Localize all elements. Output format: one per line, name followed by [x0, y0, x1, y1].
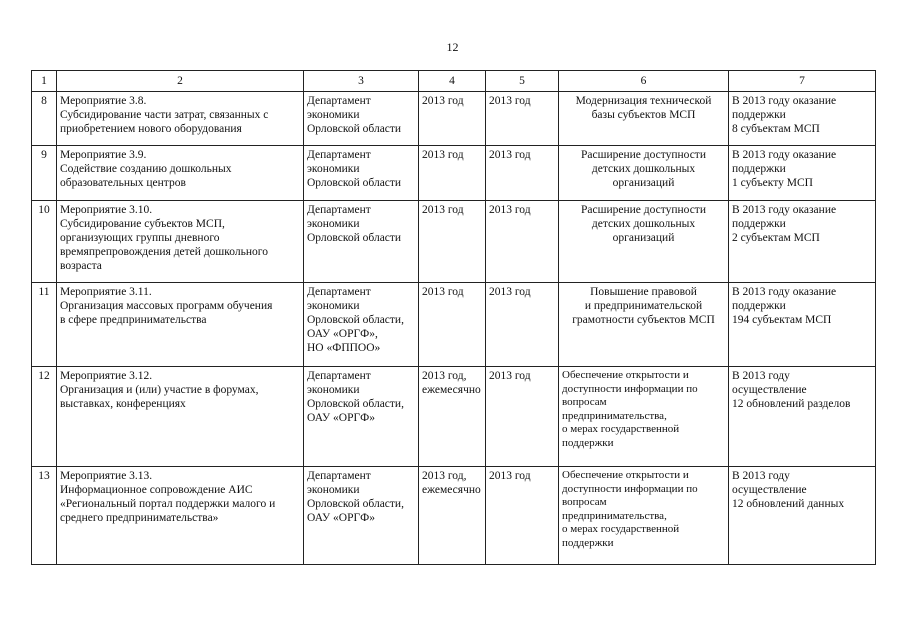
executor-line: экономики	[307, 163, 360, 175]
result-line: грамотности субъектов МСП	[572, 314, 715, 326]
result-cell	[559, 201, 729, 283]
executor-cell	[304, 146, 419, 201]
result-cell	[559, 283, 729, 367]
outcome-line: поддержки	[732, 109, 786, 121]
row-number: 13	[32, 467, 57, 565]
table-row	[32, 283, 876, 367]
result-line: вопросам	[562, 496, 607, 508]
measure-line: «Региональный портал поддержки малого и	[60, 498, 276, 510]
executor-line: Орловской области	[307, 177, 402, 189]
measure-line: Информационное сопровождение АИС	[60, 484, 253, 496]
outcome-line: поддержки	[732, 218, 786, 230]
result-line: детских дошкольных	[591, 163, 696, 175]
measure-line: Организация и (или) участие в форумах,	[60, 384, 259, 396]
end-line: 2013 год	[489, 470, 531, 482]
executor-line: Департамент	[307, 149, 371, 161]
outcome-cell	[729, 201, 876, 283]
result-line: Модернизация технической	[575, 95, 712, 107]
table-row	[32, 467, 876, 565]
table-row	[32, 92, 876, 146]
outcome-line: В 2013 году оказание	[732, 204, 837, 216]
outcome-cell	[729, 367, 876, 467]
executor-line: ОАУ «ОРГФ»	[307, 412, 375, 424]
measure-line: Содействие созданию дошкольных	[60, 163, 232, 175]
outcome-line: 2 субъектам МСП	[732, 232, 820, 244]
result-line: Расширение доступности	[580, 204, 706, 216]
end-line: 2013 год	[489, 370, 531, 382]
result-line: вопросам	[562, 396, 607, 408]
executor-line: экономики	[307, 484, 360, 496]
column-header: 5	[486, 71, 559, 92]
row-number: 12	[32, 367, 57, 467]
outcome-line: 194 субъектам МСП	[732, 314, 832, 326]
measure-cell	[57, 201, 304, 283]
executor-cell	[304, 283, 419, 367]
start-line: 2013 год	[422, 204, 464, 216]
executor-line: экономики	[307, 218, 360, 230]
column-header: 4	[419, 71, 486, 92]
measure-line: образовательных центров	[60, 177, 186, 189]
executor-line: экономики	[307, 384, 360, 396]
outcome-cell	[729, 146, 876, 201]
column-header: 6	[559, 71, 729, 92]
executor-line: ОАУ «ОРГФ»	[307, 512, 375, 524]
executor-line: Департамент	[307, 470, 371, 482]
outcome-cell	[729, 283, 876, 367]
measure-cell	[57, 467, 304, 565]
start-cell	[419, 467, 486, 565]
table-row	[32, 201, 876, 283]
result-line: детских дошкольных	[591, 218, 696, 230]
outcome-line: 8 субъектам МСП	[732, 123, 820, 135]
result-line: предпринимательства,	[562, 509, 667, 522]
result-line: Повышение правовой	[590, 286, 697, 298]
outcome-line: осуществление	[732, 484, 807, 496]
outcome-line: В 2013 году оказание	[732, 95, 837, 107]
outcome-cell	[729, 467, 876, 565]
end-line: 2013 год	[489, 149, 531, 161]
column-header: 2	[57, 71, 304, 92]
start-line: 2013 год	[422, 149, 464, 161]
measure-line: выставках, конференциях	[60, 398, 186, 410]
measure-line: среднего предпринимательства»	[60, 512, 219, 524]
measure-line: приобретением нового оборудования	[60, 123, 242, 135]
page-number: 12	[446, 40, 459, 54]
outcome-line: поддержки	[732, 163, 786, 175]
executor-cell	[304, 367, 419, 467]
measure-line: Мероприятие 3.13.	[60, 470, 153, 482]
start-cell	[419, 92, 486, 146]
start-cell	[419, 367, 486, 467]
measure-line: Мероприятие 3.10.	[60, 204, 153, 216]
measure-line: в сфере предпринимательства	[60, 314, 207, 326]
measure-line: времяпрепровождения детей дошкольного	[60, 246, 268, 258]
outcome-line: В 2013 году оказание	[732, 286, 837, 298]
result-line: о мерах государственной	[562, 523, 680, 535]
executor-line: экономики	[307, 109, 360, 121]
result-cell	[559, 92, 729, 146]
result-line: Обеспечение открытости и	[562, 469, 689, 481]
result-line: предпринимательства,	[562, 409, 667, 422]
outcome-line: 12 обновлений разделов	[732, 398, 851, 410]
end-cell	[486, 467, 559, 565]
measure-line: Организация массовых программ обучения	[60, 300, 273, 312]
row-number: 9	[32, 146, 57, 201]
measure-cell	[57, 146, 304, 201]
outcome-line: 12 обновлений данных	[732, 498, 845, 510]
measure-cell	[57, 367, 304, 467]
measure-line: Субсидирование субъектов МСП,	[60, 218, 225, 230]
measure-line: Мероприятие 3.9.	[60, 149, 147, 161]
executor-line: Орловской области,	[307, 314, 404, 326]
start-line: 2013 год,	[422, 470, 467, 482]
outcome-line: осуществление	[732, 384, 807, 396]
executor-line: Департамент	[307, 370, 371, 382]
row-number: 11	[32, 283, 57, 367]
outcome-line: 1 субъекту МСП	[732, 177, 813, 189]
start-cell	[419, 283, 486, 367]
result-line: доступности информации по	[562, 382, 698, 395]
result-cell	[559, 467, 729, 565]
end-line: 2013 год	[489, 286, 531, 298]
executor-line: Департамент	[307, 204, 371, 216]
result-line: и предпринимательской	[584, 300, 703, 312]
start-line: ежемесячно	[422, 384, 481, 396]
measure-line: Мероприятие 3.11.	[60, 286, 152, 298]
result-cell	[559, 146, 729, 201]
executor-line: Орловской области,	[307, 498, 404, 510]
result-line: базы субъектов МСП	[591, 109, 696, 121]
executor-line: ОАУ «ОРГФ»,	[307, 328, 378, 340]
end-cell	[486, 201, 559, 283]
start-line: ежемесячно	[422, 484, 481, 496]
start-cell	[419, 201, 486, 283]
end-cell	[486, 283, 559, 367]
outcome-line: В 2013 году	[732, 470, 790, 482]
measure-line: Мероприятие 3.12.	[60, 370, 153, 382]
column-header: 7	[729, 71, 876, 92]
row-number: 10	[32, 201, 57, 283]
outcome-line: поддержки	[732, 300, 786, 312]
header-row	[32, 71, 876, 92]
outcome-line: В 2013 году	[732, 370, 790, 382]
end-line: 2013 год	[489, 204, 531, 216]
measure-cell	[57, 92, 304, 146]
executor-line: Департамент	[307, 286, 371, 298]
executor-line: Орловской области	[307, 232, 402, 244]
column-header: 1	[32, 71, 57, 92]
end-cell	[486, 146, 559, 201]
outcome-line: В 2013 году оказание	[732, 149, 837, 161]
executor-cell	[304, 92, 419, 146]
executor-line: Орловской области	[307, 123, 402, 135]
executor-cell	[304, 467, 419, 565]
executor-line: Орловской области,	[307, 398, 404, 410]
column-header: 3	[304, 71, 419, 92]
end-line: 2013 год	[489, 95, 531, 107]
start-line: 2013 год,	[422, 370, 467, 382]
end-cell	[486, 367, 559, 467]
executor-line: Департамент	[307, 95, 371, 107]
result-line: организаций	[612, 232, 675, 244]
measure-cell	[57, 283, 304, 367]
start-cell	[419, 146, 486, 201]
executor-line: экономики	[307, 300, 360, 312]
table-row	[32, 367, 876, 467]
measure-line: Мероприятие 3.8.	[60, 95, 147, 107]
measure-line: возраста	[60, 260, 102, 272]
start-line: 2013 год	[422, 95, 464, 107]
row-number: 8	[32, 92, 57, 146]
start-line: 2013 год	[422, 286, 464, 298]
result-line: Обеспечение открытости и	[562, 369, 689, 381]
result-line: доступности информации по	[562, 482, 698, 495]
measures-table	[31, 70, 876, 565]
result-line: поддержки	[562, 436, 614, 449]
outcome-cell	[729, 92, 876, 146]
measure-line: Субсидирование части затрат, связанных с	[60, 109, 269, 121]
table-row	[32, 146, 876, 201]
result-cell	[559, 367, 729, 467]
executor-line: НО «ФППОО»	[307, 342, 381, 354]
measure-line: организующих группы дневного	[60, 232, 220, 244]
end-cell	[486, 92, 559, 146]
result-line: поддержки	[562, 536, 614, 549]
result-line: организаций	[612, 177, 675, 189]
result-line: о мерах государственной	[562, 423, 680, 435]
executor-cell	[304, 201, 419, 283]
result-line: Расширение доступности	[580, 149, 706, 161]
